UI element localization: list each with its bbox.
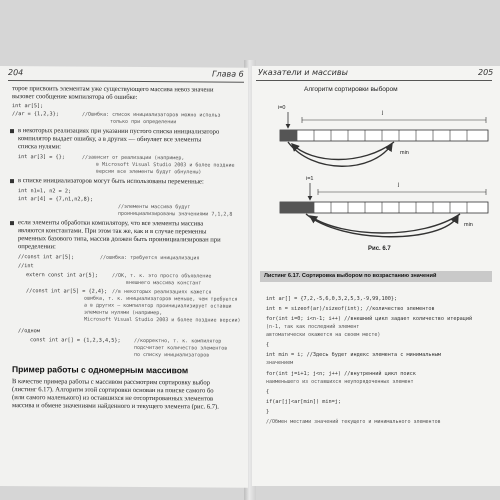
code-comment: //ОК, т. к. это просто объявление bbox=[112, 272, 212, 280]
listing-code-line: автоматически окажется на своем месте) bbox=[266, 332, 381, 338]
code-line: //одном bbox=[18, 328, 40, 335]
code-comment: элементы нулями (например, bbox=[84, 309, 163, 317]
listing-code-line: for(int j=i+1; j<n; j++) //внутренний цикл поиск bbox=[266, 371, 416, 377]
code-line: extern const int ar[5]; bbox=[26, 272, 98, 279]
bullet-text: в списке инициализаторов могут быть использованы переменные: bbox=[18, 177, 204, 186]
paragraph-line: В качестве примера работы с массивом рассмотрим сортировку выбор bbox=[12, 378, 210, 387]
selection-sort-diagram bbox=[252, 94, 500, 244]
code-line: int ar[5]; bbox=[12, 103, 44, 110]
code-line: //const int ar[5] = {2,4}; bbox=[26, 288, 108, 295]
listing-code-line: for(int i=0; i<n-1; i++) //внешний цикл задает количество итераций bbox=[266, 316, 473, 322]
code-line: int ar[4] = {7,n1,n2,8}; bbox=[18, 196, 93, 203]
label-i0: i=0 bbox=[278, 105, 286, 111]
figure-caption: Рис. 6.7 bbox=[368, 246, 391, 252]
listing-code-line: наименьшего из оставшихся неупорядоченных элемент bbox=[266, 379, 414, 385]
code-line: const int ar[] = {1,2,3,4,5}; bbox=[30, 337, 121, 344]
listing-code-line: { bbox=[266, 389, 270, 395]
code-line: //const int ar[5]; bbox=[18, 254, 75, 261]
code-comment: ошибка, т. к. инициализаторов меньше, чем требуется bbox=[84, 295, 238, 303]
swap-arrow-1a bbox=[288, 142, 392, 166]
paragraph-line: массива и обмене значениями найденного и текущего элемента (рис. 6.7). bbox=[12, 402, 219, 411]
bullet-text: в некоторых реализациях при указании пустого списка инициализаторо bbox=[18, 127, 220, 136]
left-header-rule bbox=[8, 80, 244, 83]
bullet-text: компилятор выдает ошибку, а в других — обнуляет все элементы bbox=[18, 135, 202, 144]
bullet-text: определении: bbox=[18, 243, 56, 251]
paragraph-line: (или самого маленького) из оставшихся не отсортированных элементов bbox=[12, 394, 214, 403]
code-comment: //в некоторых реализациях кажется bbox=[112, 288, 212, 296]
code-line: //ar = {1,2,3}; bbox=[12, 111, 59, 118]
listing-code-line: int ar[] = {7,2,-5,6,0,3,2,5,3,-9,99,100}; bbox=[266, 296, 398, 302]
code-comment: а в других — компилятор проинициализирует оставши bbox=[84, 302, 232, 310]
label-min2: min bbox=[464, 222, 473, 228]
listing-code-line: int min = i; //Здесь будет индекс элемента с минимальным bbox=[266, 352, 441, 358]
section-heading: Пример работы с одномерным массивом bbox=[12, 364, 189, 376]
code-comment: //ошибка: требуется инициализация bbox=[100, 254, 200, 262]
right-page bbox=[252, 66, 500, 486]
listing-code-line: } bbox=[266, 409, 270, 415]
right-running-head: Указатели и массивы bbox=[258, 68, 348, 77]
code-comment: //зависит от реализации (например, bbox=[82, 154, 185, 162]
intro-line: вызовет сообщение компилятора об ошибке: bbox=[12, 93, 138, 101]
bullet-text: списка нулями: bbox=[18, 143, 61, 151]
bullet-marker bbox=[10, 179, 14, 183]
code-comment: внешнего массива констант bbox=[126, 279, 202, 287]
listing-code-line: (n-1, так как последний элемент bbox=[266, 324, 360, 330]
listing-code-line: //Обмен местами значений текущего и минимального элементов bbox=[266, 419, 441, 425]
code-comment: //элементы массива будут bbox=[118, 203, 191, 211]
intro-line: торое присвоить элементам уже существующего массива невоз значени bbox=[12, 85, 214, 94]
code-comment: //корректно, т. к. компилятор bbox=[134, 337, 222, 345]
bullet-text: ременных базового типа, массив должен быть проинициализирован при bbox=[18, 235, 221, 244]
code-line: int ar[3] = {}; bbox=[18, 154, 65, 161]
code-comment: проинициализированы значениями 7,1,2,8 bbox=[118, 210, 233, 218]
listing-code-line: if(ar[j]<ar[min]) min=j; bbox=[266, 399, 341, 405]
code-comment: в Microsoft Visual Studio 2003 и более поздние bbox=[96, 161, 235, 169]
listing-code-line: значением bbox=[266, 360, 294, 366]
left-page bbox=[0, 66, 248, 488]
code-comment: Microsoft Visual Studio 2003 и более поздние версии) bbox=[84, 316, 241, 324]
left-page-number: 204 bbox=[8, 68, 24, 78]
array-row-1 bbox=[280, 130, 488, 141]
figure-title: Алгоритм сортировки выбором bbox=[304, 86, 398, 93]
listing-code-line: { bbox=[266, 342, 270, 348]
listing-title: Листинг 6.17. Сортировка выбором по возрастанию значений bbox=[264, 273, 437, 279]
code-comment: //Ошибка: список инициализаторов можно использ bbox=[82, 111, 221, 119]
listing-code-line: int n = sizeof(ar)/sizeof(int); //количество элементов bbox=[266, 306, 435, 312]
label-j2: j bbox=[398, 182, 400, 188]
bullet-text: являются константами. При этом так же, как и в случае переменны bbox=[18, 227, 207, 236]
code-comment: только при определении bbox=[110, 118, 177, 126]
left-running-head: Глава 6 bbox=[212, 69, 244, 79]
code-comment: подсчитает количество элементов bbox=[134, 344, 228, 352]
code-line: //int bbox=[18, 263, 34, 270]
label-min1: min bbox=[400, 150, 409, 156]
array-row-2 bbox=[280, 202, 488, 213]
code-comment: по списку инициализаторов bbox=[134, 351, 210, 359]
code-comment: версии все элементы будут обнулены) bbox=[96, 168, 202, 176]
bullet-marker bbox=[10, 221, 14, 225]
label-i1: i=1 bbox=[306, 176, 314, 182]
bullet-marker bbox=[10, 129, 14, 133]
code-line: int n1=1, n2 = 2; bbox=[18, 188, 72, 195]
bullet-text: если элементы обработки компилятору, что все элементы массива bbox=[18, 219, 204, 228]
label-j1: j bbox=[382, 110, 384, 116]
paragraph-line: (листинг 6.17). Алгоритм этой сортировки основан на поиске самого бо bbox=[12, 386, 214, 395]
right-header-rule bbox=[256, 80, 492, 81]
right-page-number: 205 bbox=[478, 68, 494, 77]
